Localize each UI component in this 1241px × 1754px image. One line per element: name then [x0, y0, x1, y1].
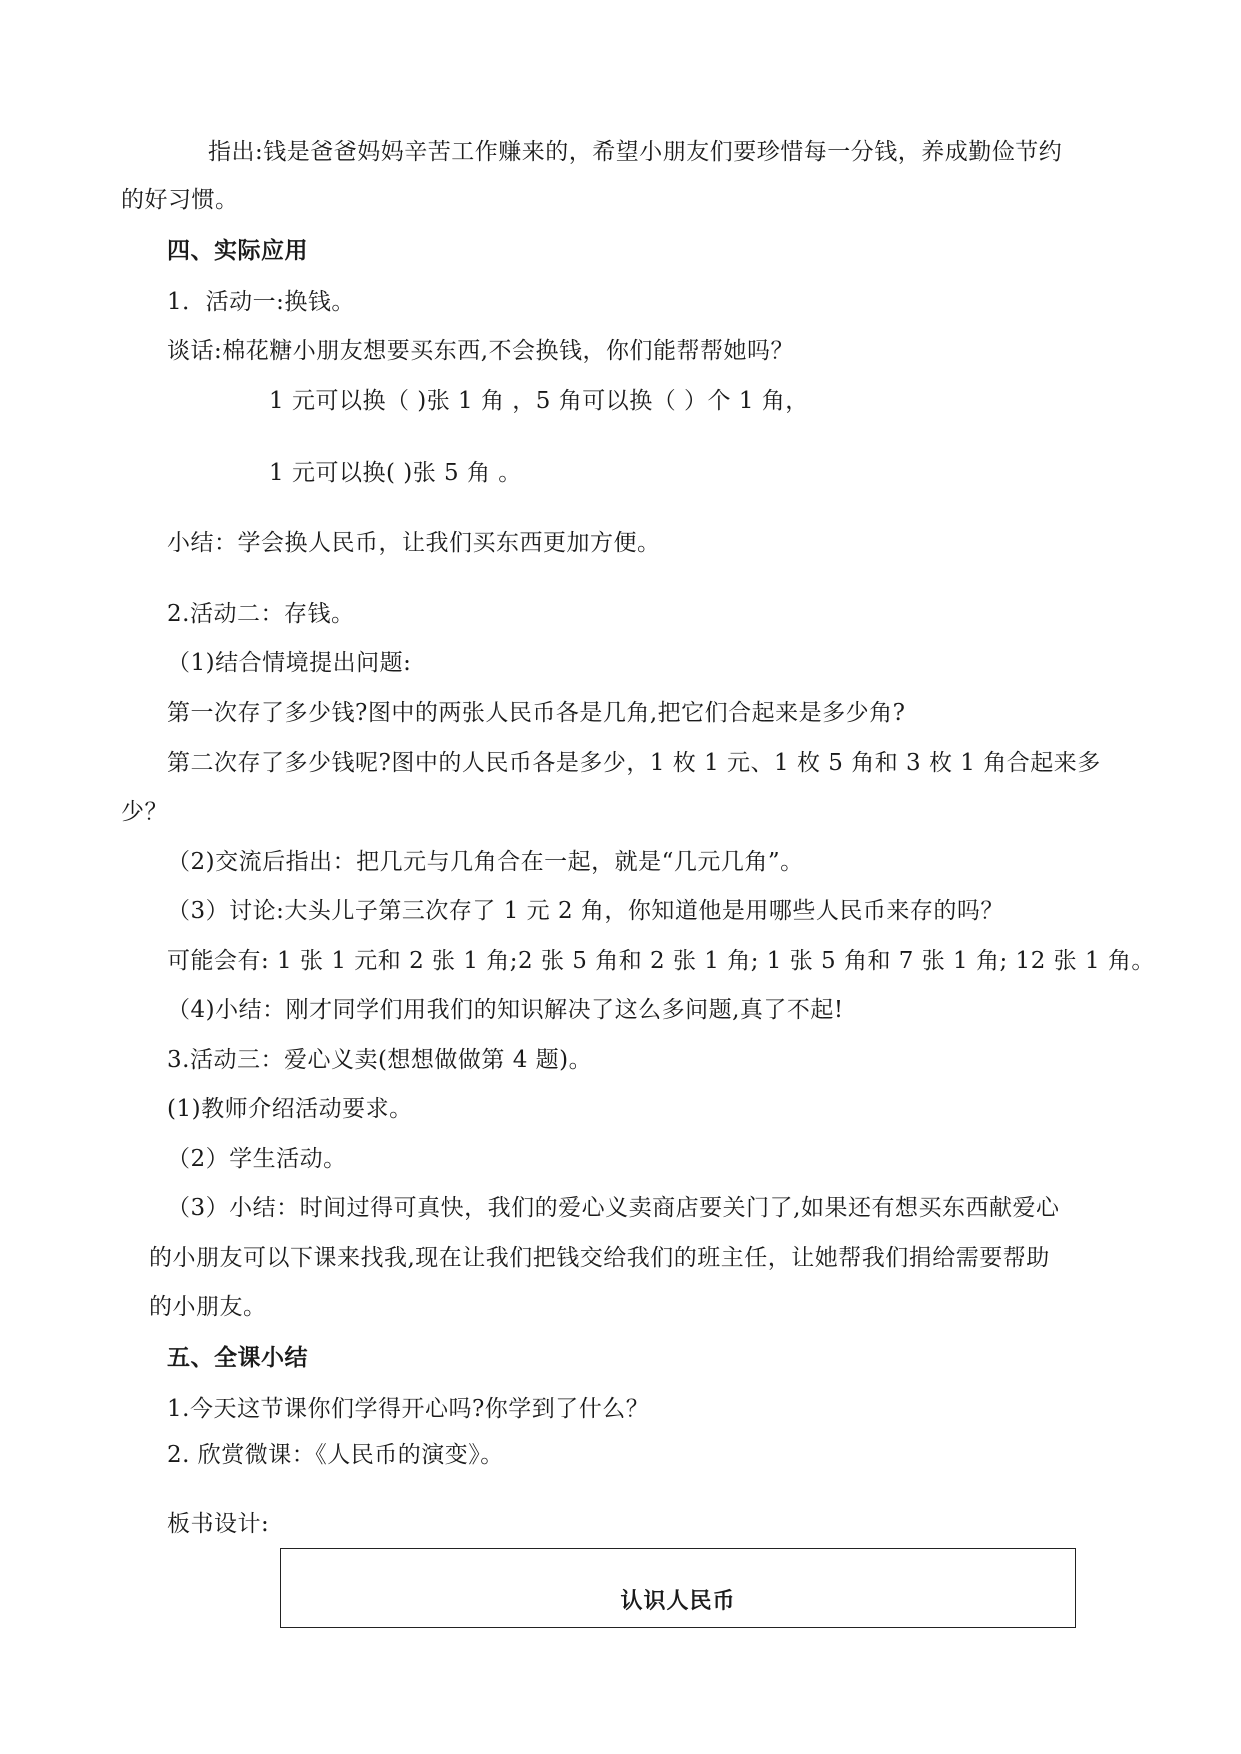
- activity-1-talk: 谈话:棉花糖小朋友想要买东西,不会换钱，你们能帮帮她吗？: [167, 338, 795, 364]
- activity-1-title: 1．活动一:换钱。: [167, 289, 355, 315]
- question-second-deposit: 第二次存了多少钱呢?图中的人民币各是多少，1 枚 1 元、1 枚 5 角和 3 枚 1 角合起来多: [167, 750, 1101, 776]
- paragraph-conclusion-cont: 的好习惯。: [121, 187, 239, 213]
- activity-2-step-4: （4)小结：刚才同学们用我们的知识解决了这么多问题,真了不起!: [167, 997, 844, 1023]
- activity-3-step-3: （3）小结：时间过得可真快，我们的爱心义卖商店要关门了,如果还有想买东西献爱心: [167, 1195, 1060, 1221]
- paragraph-conclusion: 指出:钱是爸爸妈妈辛苦工作赚来的，希望小朋友们要珍惜每一分钱，养成勤俭节约: [208, 139, 1063, 165]
- section-heading-4: 四、实际应用: [167, 238, 308, 264]
- board-design-label: 板书设计:: [167, 1511, 270, 1537]
- board-design-box: [280, 1548, 1076, 1628]
- summary-question: 1.今天这节课你们学得开心吗?你学到了什么？: [167, 1396, 650, 1422]
- activity-3-step-3-end: 的小朋友。: [149, 1294, 267, 1320]
- possible-answers: 可能会有: 1 张 1 元和 2 张 1 角;2 张 5 角和 2 张 1 角; 1 张 5 角和 7 张 1 角; 12 张 1 角。: [167, 948, 1155, 974]
- activity-3-step-1: (1)教师介绍活动要求。: [167, 1096, 413, 1122]
- activity-2-step-3: （3）讨论:大头儿子第三次存了 1 元 2 角，你知道他是用哪些人民币来存的吗？: [167, 898, 1004, 924]
- summary-microlesson: 2. 欣赏微课：《人民币的演变》。: [167, 1442, 504, 1468]
- activity-2-step-2: （2)交流后指出：把几元与几角合在一起，就是“几元几角”。: [167, 849, 804, 875]
- activity-2-step-1: （1)结合情境提出问题:: [167, 650, 412, 676]
- activity-3-step-2: （2）学生活动。: [167, 1146, 347, 1172]
- question-second-deposit-cont: 少？: [121, 799, 168, 825]
- exchange-question-1: 1 元可以换（ )张 1 角 ，5 角可以换（ ）个 1 角，: [269, 388, 809, 414]
- exchange-question-2: 1 元可以换( )张 5 角 。: [269, 460, 522, 486]
- section-heading-5: 五、全课小结: [167, 1345, 308, 1371]
- activity-1-summary: 小结：学会换人民币，让我们买东西更加方便。: [167, 530, 661, 556]
- activity-2-title: 2.活动二：存钱。: [167, 601, 355, 627]
- activity-3-step-3-cont: 的小朋友可以下课来找我,现在让我们把钱交给我们的班主任，让她帮我们捐给需要帮助: [149, 1245, 1050, 1271]
- activity-3-title: 3.活动三：爱心义卖(想想做做第 4 题)。: [167, 1047, 593, 1073]
- question-first-deposit: 第一次存了多少钱?图中的两张人民币各是几角,把它们合起来是多少角?: [167, 700, 906, 726]
- board-title: 认识人民币: [620, 1589, 736, 1614]
